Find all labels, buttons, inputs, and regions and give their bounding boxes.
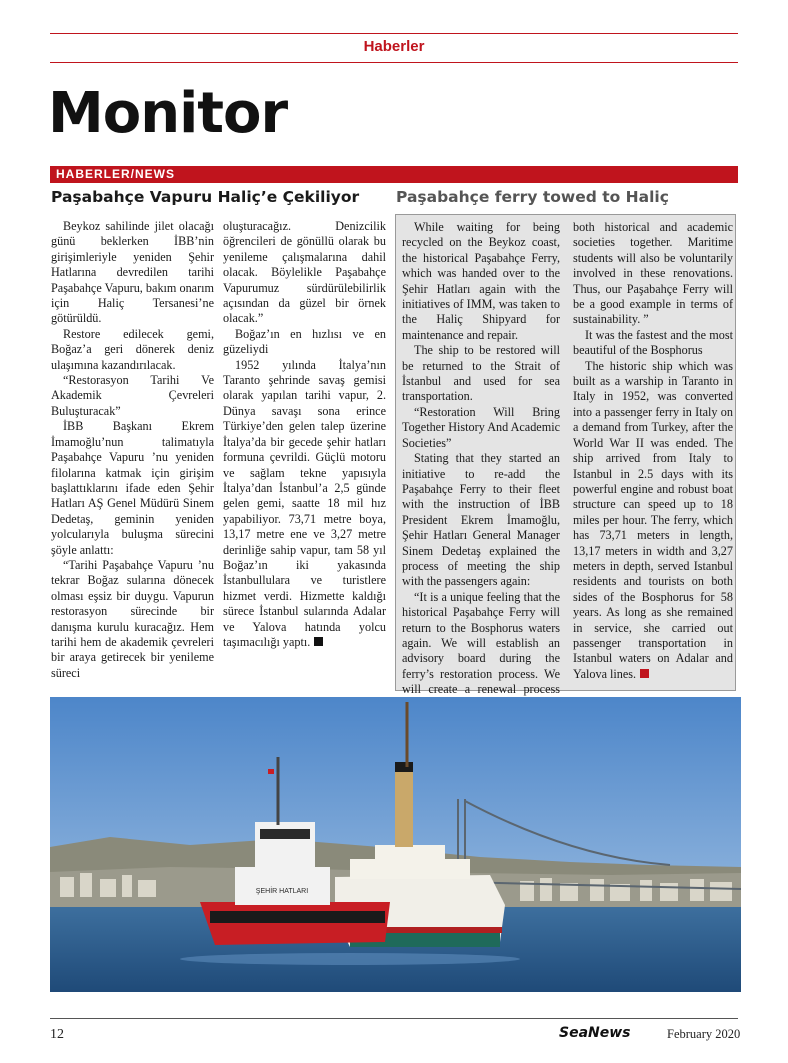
news-bar: [50, 166, 738, 183]
subheading: It was the fastest and the most beautiful of the Bosphorus: [573, 327, 733, 358]
paragraph-text: The historic ship which was built as a warship in Taranto in Italy in 1952, was converted into a passenger ferry in Italy on a demand from Turkey, after the World War II was ended. The ship arrived from Italy to Istanbul in 2.5 days with its powerful engine and robust boat structure can speed up to 18 miles per hour. The ferry, which has 73,71 meters in length, 13,17 meters in width and 3,27 meters in depth, served Istanbul residents and tourists on both sides of the Bosphorus for 58 years. As long as she remained in service, she carried out passenger transportation in Istanbul waters on Adalar and Yalova lines.: [573, 358, 733, 681]
end-mark-icon: [640, 669, 649, 678]
paragraph: Beykoz sahilinde jilet olacağı günü beklerken İBB’nin girişimleriyle yeniden Şehir Hatlarına devredilen tarihi Paşabahçe Vapuru, bakım onarım için Haliç Tersanesi’ne götürüldü.: [51, 219, 214, 326]
paragraph: The ship to be restored will be returned to the Strait of İstanbul and used for sea transportation.: [402, 343, 560, 404]
article-tr-column-1: [51, 219, 214, 681]
paragraph: [223, 358, 386, 651]
subheading: “Restorasyon Tarihi Ve Akademik Çevreleri Buluşturacak”: [51, 373, 214, 418]
top-rule: [50, 33, 738, 34]
paragraph: both historical and academic societies together. Maritime students will also be voluntarily involved in these renovations. Thus, our Paşabahçe Ferry will be a good example in terms of sustainability. ”: [573, 220, 733, 327]
subheading: “Restoration Will Bring Together History And Academic Societies”: [402, 404, 560, 450]
footer-rule: [50, 1018, 738, 1019]
footer-brand-logo: SeaNews: [559, 1025, 631, 1041]
article-en-column-2: [573, 220, 733, 682]
ferry-photo: [50, 697, 741, 992]
paragraph: oluşturacağız. Denizcilik öğrencileri de gönüllü olarak bu yenileme çalışmalarına dahil olacak. Böylelikle Paşabahçe Vapurumuz sürdürülebilirlik açısından da güzel bir örnek olacak.”: [223, 219, 386, 326]
news-bar-label: HABERLER/NEWS: [56, 167, 176, 181]
paragraph: Stating that they started an initiative to re-add the Paşabahçe Ferry to their fleet with the instruction of İBB President Ekrem İmamoğlu, Şehir Hatları General Manager Sinem Dedetaş explained the process of meeting the ship with the passengers again:: [402, 451, 560, 589]
subheading: Boğaz’ın en hızlısı ve en güzeliydi: [223, 326, 386, 357]
ferry-tow-illustration: [50, 697, 741, 992]
paragraph: “Tarihi Paşabahçe Vapuru ’nu tekrar Boğaz sularına dönecek olması eşsiz bir duygu. Vapurun restorasyon sürecinde bir danışma kurulu kuracağız. Hem tarihi hem de akademik çevreleri bir araya getirecek bir yenileme süreci: [51, 557, 214, 680]
footer-date: February 2020: [667, 1027, 741, 1041]
paragraph-text: 1952 yılında İtalya’nın Taranto şehrinde savaş gemisi olarak yapılan tarihi vapur, 2. Dünya savaşı sona erince Türkiye’den gelen talep üzerine İtalya’da bir gecede şehir hatları formuna çevrildi. Güçlü motoru ve sağlam tekne yapısıyla İtalya’dan İstanbul’a 2,5 günde gelen gemi, saatte 18 mil hız yapabiliyor. 73,71 metre boya, 13,17 metre ene ve 3,27 metre derinliğe sahip vapur, tam 58 yıl Boğaz’ın iki yakasında İstanbullulara ve turistlere hizmet verdi. Hizmette kaldığı sürece İstanbul sularında Adalar ve Yalova hatında yolcu taşımacılığı yaptı.: [223, 357, 386, 649]
page-number: 12: [50, 1027, 64, 1042]
section-label: Haberler: [363, 38, 425, 55]
end-mark-icon: [314, 637, 323, 646]
tug-name-label: ŞEHİR HATLARI: [255, 888, 309, 895]
article-en-column-1: [402, 220, 560, 713]
paragraph: İBB Başkanı Ekrem İmamoğlu’nun talimatıyla Paşabahçe Vapuru ’nu yeniden filolarına katmak için girişim başlattıklarını ifade eden Şehir Hatları AŞ Genel Müdürü Sinem Dedetaş, geminin yeniden yolcularıyla buluşma sürecini şöyle anlattı:: [51, 419, 214, 557]
headline-english: Paşabahçe ferry towed to Haliç: [396, 188, 669, 206]
wake: [180, 953, 520, 965]
paragraph: [573, 359, 733, 683]
paragraph: “It is a unique feeling that the historical Paşabahçe Ferry will return to the Bosphorus waters again. We will establish an advisory board during the ferry’s restoration process. We will create a renewal process: [402, 589, 560, 697]
headline-turkish: Paşabahçe Vapuru Haliç’e Çekiliyor: [51, 188, 360, 206]
masthead-title: Monitor: [48, 81, 288, 146]
paragraph: Restore edilecek gemi, Boğaz’a geri dönerek deniz ulaşımına kazandırılacak.: [51, 326, 214, 372]
top-rule-lower: [50, 62, 738, 63]
paragraph: While waiting for being recycled on the Beykoz coast, the historical Paşabahçe Ferry, which was handed over to the Şehir Hatları again with the initiatives of IMM, was taken to the Haliç Shipyard for maintenance and repair.: [402, 220, 560, 342]
article-tr-column-2: [223, 219, 386, 650]
